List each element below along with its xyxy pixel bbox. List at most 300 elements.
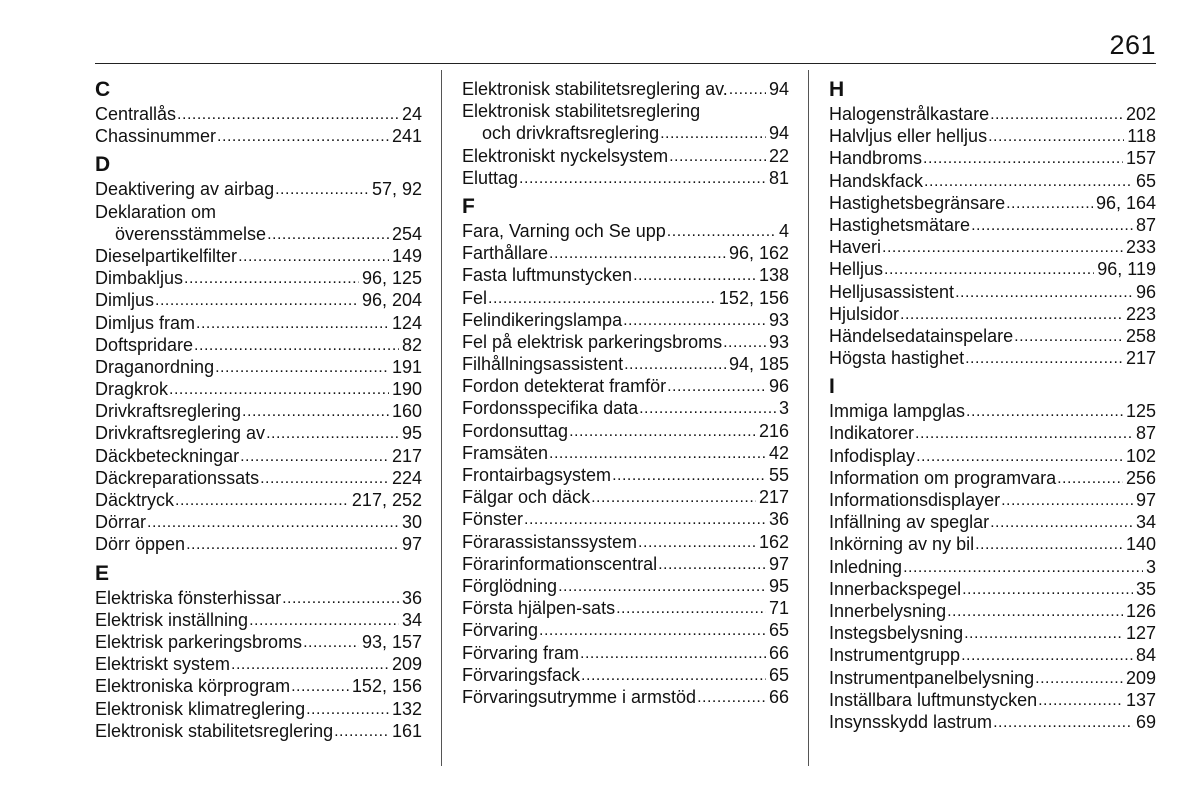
page-reference: 96 xyxy=(768,376,789,397)
index-term: Informationsdisplayer xyxy=(829,490,1001,510)
page-reference: 3 xyxy=(778,398,789,419)
index-term: Hastighetsmätare xyxy=(829,214,971,235)
index-term: Däckreparationssats xyxy=(95,467,260,488)
index-term: Infodisplay xyxy=(829,445,916,466)
index-entry xyxy=(829,533,1156,555)
page-reference: 57, 92 xyxy=(371,179,422,200)
index-term: Första hjälpen-sats xyxy=(462,598,616,619)
index-entry xyxy=(95,267,422,289)
index-entry xyxy=(95,609,422,631)
index-term: Innerbelysning xyxy=(829,600,947,621)
page-reference: 118 xyxy=(1127,126,1156,147)
dot-leader xyxy=(196,311,389,335)
index-entry xyxy=(829,303,1156,325)
index-entry xyxy=(829,281,1156,303)
index-entry xyxy=(462,78,789,100)
index-term: Helljus xyxy=(829,259,884,280)
dot-leader xyxy=(924,169,1133,193)
page-reference: 97 xyxy=(768,553,789,574)
index-term: Förvaring fram xyxy=(462,642,580,663)
section-letter: D xyxy=(95,153,111,177)
index-term: Handskfack xyxy=(829,170,924,191)
index-term: Frontairbagsystem xyxy=(462,465,612,485)
index-term: Halogenstrålkastare xyxy=(829,104,990,124)
section-letter: C xyxy=(95,78,111,101)
dot-leader xyxy=(147,510,399,534)
index-entry xyxy=(829,689,1156,711)
dot-leader xyxy=(947,599,1123,623)
page-reference: 254 xyxy=(391,223,422,244)
dot-leader xyxy=(915,421,1133,445)
dot-leader xyxy=(903,555,1143,579)
dot-leader xyxy=(539,618,766,642)
dot-leader xyxy=(215,355,389,379)
index-term: Felindikeringslampa xyxy=(462,309,623,330)
index-entry xyxy=(462,686,789,708)
index-entry xyxy=(95,533,422,555)
dot-leader xyxy=(660,121,766,145)
dot-leader xyxy=(186,532,399,556)
page-reference: 55 xyxy=(768,465,789,485)
dot-leader xyxy=(633,263,756,287)
dot-leader xyxy=(616,596,766,620)
index-entry xyxy=(95,422,422,444)
page-reference: 36 xyxy=(401,587,422,608)
index-entry xyxy=(829,467,1156,489)
index-entry xyxy=(462,619,789,641)
page-reference: 191 xyxy=(391,356,422,377)
index-term: Drivkraftsreglering xyxy=(95,401,242,422)
page-reference: 233 xyxy=(1125,237,1156,258)
index-entry xyxy=(95,445,422,467)
index-term: Innerbackspegel xyxy=(829,578,962,599)
dot-leader xyxy=(1035,666,1123,690)
index-entry xyxy=(462,575,789,597)
index-term: Deklaration om xyxy=(95,201,217,222)
index-term: Elektronisk stabilitetsreglering xyxy=(462,101,701,122)
index-entry xyxy=(462,642,789,664)
page-reference: 96, 119 xyxy=(1097,259,1156,280)
page-reference: 149 xyxy=(391,245,422,266)
index-term: Instrumentgrupp xyxy=(829,645,961,666)
index-term: Fara, Varning och Se upp xyxy=(462,220,666,241)
page-reference: 36 xyxy=(768,509,789,530)
page-reference: 127 xyxy=(1125,623,1156,644)
dot-leader xyxy=(266,421,399,445)
page-reference: 93 xyxy=(768,309,789,330)
page-reference: 87 xyxy=(1135,214,1156,235)
dot-leader xyxy=(549,441,766,465)
index-entry xyxy=(95,511,422,533)
index-term: Förarassistanssystem xyxy=(462,531,638,552)
index-entry xyxy=(95,334,422,356)
index-entry xyxy=(462,287,789,309)
index-entry xyxy=(462,353,789,375)
page-reference: 81 xyxy=(768,167,789,188)
index-entry xyxy=(95,587,422,609)
dot-leader xyxy=(249,608,399,632)
dot-leader xyxy=(1001,488,1133,512)
dot-leader xyxy=(623,308,766,332)
page-reference: 125 xyxy=(1125,401,1156,422)
index-entry xyxy=(829,236,1156,258)
page-reference: 65 xyxy=(768,664,789,685)
index-term: Elektroniskt nyckelsystem xyxy=(462,145,669,166)
index-term: Förvaring xyxy=(462,620,539,641)
page-reference: 93, 157 xyxy=(361,631,422,652)
index-term: Instrumentpanelbelysning xyxy=(829,667,1035,688)
index-entry xyxy=(95,698,422,720)
dot-leader xyxy=(638,530,756,554)
index-term: och drivkraftsreglering xyxy=(482,123,660,144)
index-term: Instegsbelysning xyxy=(829,623,964,644)
dot-leader xyxy=(962,577,1133,601)
index-term: Däcktryck xyxy=(95,490,175,510)
index-term: Elektronisk stabilitetsreglering xyxy=(95,720,334,741)
page-reference: 42 xyxy=(768,442,789,463)
index-entry xyxy=(829,511,1156,533)
dot-leader xyxy=(955,280,1133,304)
index-entry xyxy=(95,631,422,653)
dot-leader xyxy=(990,102,1123,126)
dot-leader xyxy=(569,419,756,443)
dot-leader xyxy=(580,641,766,665)
page-reference: 209 xyxy=(391,654,422,675)
dot-leader xyxy=(964,621,1123,645)
index-entry xyxy=(462,397,789,419)
dot-leader xyxy=(639,396,776,420)
page-reference: 95 xyxy=(768,575,789,596)
index-term: Inkörning av ny bil xyxy=(829,534,975,555)
index-entry xyxy=(829,667,1156,689)
index-term: Dimljus fram xyxy=(95,312,196,333)
page-reference: 224 xyxy=(391,467,422,488)
index-entry xyxy=(95,178,422,200)
index-term: Insynsskydd lastrum xyxy=(829,711,993,732)
page-reference: 102 xyxy=(1125,445,1156,466)
dot-leader xyxy=(260,466,389,490)
column-divider xyxy=(441,70,442,766)
section-letter: F xyxy=(462,194,475,218)
index-term: Elektrisk inställning xyxy=(95,609,249,630)
index-entry xyxy=(95,103,422,125)
index-term: Deaktivering av airbag xyxy=(95,179,275,200)
page-reference: 3 xyxy=(1145,556,1156,577)
dot-leader xyxy=(882,235,1123,259)
dot-leader xyxy=(519,166,766,190)
index-entry xyxy=(462,597,789,619)
dot-leader xyxy=(669,144,766,168)
index-term: Elektronisk klimatreglering xyxy=(95,698,306,719)
index-term: Dieselpartikelfilter xyxy=(95,245,238,266)
index-entry xyxy=(829,489,1156,511)
dot-leader xyxy=(217,124,389,148)
dot-leader xyxy=(884,257,1094,281)
dot-leader xyxy=(524,507,766,531)
index-entry xyxy=(829,125,1156,147)
index-term: Hjulsidor xyxy=(829,303,900,324)
index-term: Fordonsuttag xyxy=(462,420,569,441)
dot-leader xyxy=(194,333,399,357)
dot-leader xyxy=(624,352,726,376)
page-reference: 258 xyxy=(1125,325,1156,346)
page-reference: 95 xyxy=(401,423,422,444)
index-entry xyxy=(462,331,789,353)
page-reference: 24 xyxy=(401,104,422,124)
page-reference: 97 xyxy=(1135,490,1156,510)
page-reference: 87 xyxy=(1135,423,1156,444)
page-reference: 96, 204 xyxy=(361,290,422,311)
page-reference: 217, 252 xyxy=(351,490,422,510)
page-reference: 94 xyxy=(768,123,789,144)
page-reference: 34 xyxy=(1135,512,1156,533)
index-term: Haveri xyxy=(829,237,882,258)
index-entry xyxy=(829,214,1156,236)
index-entry xyxy=(95,675,422,697)
index-entry xyxy=(462,664,789,686)
page-reference: 4 xyxy=(778,220,789,241)
page-reference: 132 xyxy=(391,698,422,719)
page-reference: 96 xyxy=(1135,281,1156,302)
dot-leader xyxy=(267,222,389,246)
index-term: Filhållningsassistent xyxy=(462,354,624,375)
index-entry xyxy=(829,556,1156,578)
index-entry xyxy=(829,325,1156,347)
dot-leader xyxy=(591,485,756,509)
page-reference: 93 xyxy=(768,331,789,352)
index-term: Immiga lampglas xyxy=(829,401,966,422)
index-entry xyxy=(462,553,789,575)
page-reference: 71 xyxy=(768,598,789,619)
index-entry xyxy=(95,125,422,147)
dot-leader xyxy=(1006,191,1093,215)
page-reference: 96, 162 xyxy=(728,243,789,264)
page-reference: 152, 156 xyxy=(351,676,422,697)
section-letter: H xyxy=(829,78,845,101)
page-reference: 66 xyxy=(768,686,789,707)
index-term: Elektriska fönsterhissar xyxy=(95,587,282,608)
page-reference: 82 xyxy=(401,334,422,355)
index-entry xyxy=(95,289,422,311)
index-entry xyxy=(829,445,1156,467)
page-reference: 161 xyxy=(391,720,422,741)
index-entry xyxy=(829,258,1156,280)
page-reference: 241 xyxy=(391,126,422,147)
dot-leader xyxy=(923,146,1123,170)
dot-leader xyxy=(1014,324,1123,348)
dot-leader xyxy=(729,77,766,101)
index-term: Framsäten xyxy=(462,442,549,463)
dot-leader xyxy=(965,346,1123,370)
dot-leader xyxy=(916,444,1123,468)
page-reference: 190 xyxy=(391,379,422,400)
index-term: Draganordning xyxy=(95,356,215,377)
dot-leader xyxy=(667,219,776,243)
dot-leader xyxy=(240,444,389,468)
dot-leader xyxy=(488,286,716,310)
page-reference: 66 xyxy=(768,642,789,663)
index-term: Förglödning xyxy=(462,575,558,596)
index-term: Doftspridare xyxy=(95,334,194,355)
index-term: Elektronisk stabilitetsreglering av. xyxy=(462,79,728,99)
index-entry xyxy=(462,442,789,464)
index-entry xyxy=(95,245,422,267)
dot-leader xyxy=(334,719,389,743)
dot-leader xyxy=(612,463,766,487)
index-term: Dimljus xyxy=(95,290,155,311)
index-term: Fordon detekterat framför xyxy=(462,376,667,397)
page-reference: 223 xyxy=(1125,303,1156,324)
dot-leader xyxy=(971,213,1133,237)
dot-leader xyxy=(993,710,1133,734)
index-entry xyxy=(95,312,422,334)
index-entry xyxy=(829,422,1156,444)
dot-leader xyxy=(242,399,389,423)
index-term: Chassinummer xyxy=(95,126,217,147)
page-number: 261 xyxy=(1109,30,1156,60)
dot-leader xyxy=(723,330,766,354)
index-entry xyxy=(462,309,789,331)
index-term: överensstämmelse xyxy=(115,223,267,244)
index-entry xyxy=(462,531,789,553)
index-entry xyxy=(829,400,1156,422)
dot-leader xyxy=(900,302,1123,326)
page-reference: 160 xyxy=(391,401,422,422)
dot-leader xyxy=(175,488,349,512)
page-reference: 65 xyxy=(768,620,789,641)
page-reference: 124 xyxy=(391,312,422,333)
index-entry xyxy=(829,644,1156,666)
index-term: Händelsedatainspelare xyxy=(829,325,1014,346)
page-reference: 140 xyxy=(1125,534,1156,555)
dot-leader xyxy=(990,510,1133,534)
index-entry xyxy=(95,489,422,511)
index-term: Indikatorer xyxy=(829,423,915,444)
header-rule xyxy=(95,63,1156,64)
index-entry xyxy=(462,242,789,264)
index-term: Högsta hastighet xyxy=(829,348,965,369)
index-entry xyxy=(829,622,1156,644)
dot-leader xyxy=(238,244,389,268)
page-reference: 137 xyxy=(1125,689,1156,710)
index-entry xyxy=(462,375,789,397)
index-term: Dimbakljus xyxy=(95,268,184,289)
dot-leader xyxy=(658,552,766,576)
index-entry xyxy=(829,103,1156,125)
index-term: Däckbeteckningar xyxy=(95,445,240,466)
dot-leader xyxy=(697,685,766,709)
dot-leader xyxy=(155,288,359,312)
index-term: Dragkrok xyxy=(95,379,169,400)
page-reference: 34 xyxy=(401,609,422,630)
section-letter: I xyxy=(829,375,835,399)
page-reference: 256 xyxy=(1125,467,1156,488)
index-entry xyxy=(829,147,1156,169)
index-entry xyxy=(829,600,1156,622)
page-reference: 138 xyxy=(758,265,789,286)
index-term: Elektroniska körprogram xyxy=(95,676,291,697)
index-term: Eluttag xyxy=(462,167,519,188)
dot-leader xyxy=(966,399,1123,423)
index-entry xyxy=(462,508,789,530)
dot-leader xyxy=(975,532,1123,556)
page-reference: 35 xyxy=(1135,578,1156,599)
index-entry xyxy=(829,578,1156,600)
index-term: Information om programvara xyxy=(829,467,1057,488)
index-term: Förarinformationscentral xyxy=(462,553,658,574)
dot-leader xyxy=(231,652,389,676)
index-entry xyxy=(95,653,422,675)
index-term: Elektriskt system xyxy=(95,654,231,675)
page-reference: 157 xyxy=(1125,148,1156,169)
index-term: Helljusassistent xyxy=(829,281,955,302)
column-divider xyxy=(808,70,809,766)
page-reference: 94, 185 xyxy=(728,354,789,375)
index-term: Fasta luftmunstycken xyxy=(462,265,633,286)
index-term: Inställbara luftmunstycken xyxy=(829,689,1038,710)
index-term: Fel på elektrisk parkeringsbroms xyxy=(462,331,723,352)
index-term: Dörrar xyxy=(95,512,147,533)
index-entry xyxy=(829,192,1156,214)
index-column-1 xyxy=(95,78,422,742)
page-reference: 126 xyxy=(1125,600,1156,621)
index-entry xyxy=(462,464,789,486)
index-entry xyxy=(462,167,789,189)
index-term: Centrallås xyxy=(95,104,177,124)
index-term: Fordonsspecifika data xyxy=(462,398,639,419)
dot-leader xyxy=(282,586,399,610)
index-term: Dörr öppen xyxy=(95,534,186,555)
index-entry xyxy=(462,100,789,122)
page-reference: 65 xyxy=(1135,170,1156,191)
index-entry xyxy=(462,264,789,286)
index-entry xyxy=(829,347,1156,369)
page-reference: 96, 125 xyxy=(361,268,422,289)
index-term: Elektrisk parkeringsbroms xyxy=(95,631,303,652)
index-entry xyxy=(95,356,422,378)
index-entry xyxy=(462,420,789,442)
dot-leader xyxy=(306,697,389,721)
index-term: Förvaringsfack xyxy=(462,664,581,685)
index-column-3 xyxy=(829,78,1156,733)
dot-leader xyxy=(303,630,359,654)
index-term: Halvljus eller helljus xyxy=(829,126,988,147)
index-entry xyxy=(95,720,422,742)
index-entry xyxy=(95,467,422,489)
index-term: Farthållare xyxy=(462,243,549,264)
dot-leader xyxy=(581,663,766,687)
index-entry xyxy=(462,486,789,508)
page-reference: 217 xyxy=(391,445,422,466)
index-term: Förvaringsutrymme i armstöd xyxy=(462,686,697,707)
page-reference: 69 xyxy=(1135,711,1156,732)
page-reference: 217 xyxy=(1125,348,1156,369)
page-reference: 97 xyxy=(401,534,422,555)
dot-leader xyxy=(988,124,1124,148)
index-entry xyxy=(95,223,422,245)
index-entry xyxy=(462,220,789,242)
index-entry xyxy=(829,170,1156,192)
page-reference: 152, 156 xyxy=(718,287,789,308)
index-entry xyxy=(95,400,422,422)
page-reference: 84 xyxy=(1135,645,1156,666)
dot-leader xyxy=(667,374,766,398)
index-entry xyxy=(95,201,422,223)
index-entry xyxy=(829,711,1156,733)
index-term: Fönster xyxy=(462,509,524,530)
page-reference: 217 xyxy=(758,487,789,508)
index-term: Drivkraftsreglering av xyxy=(95,423,266,444)
